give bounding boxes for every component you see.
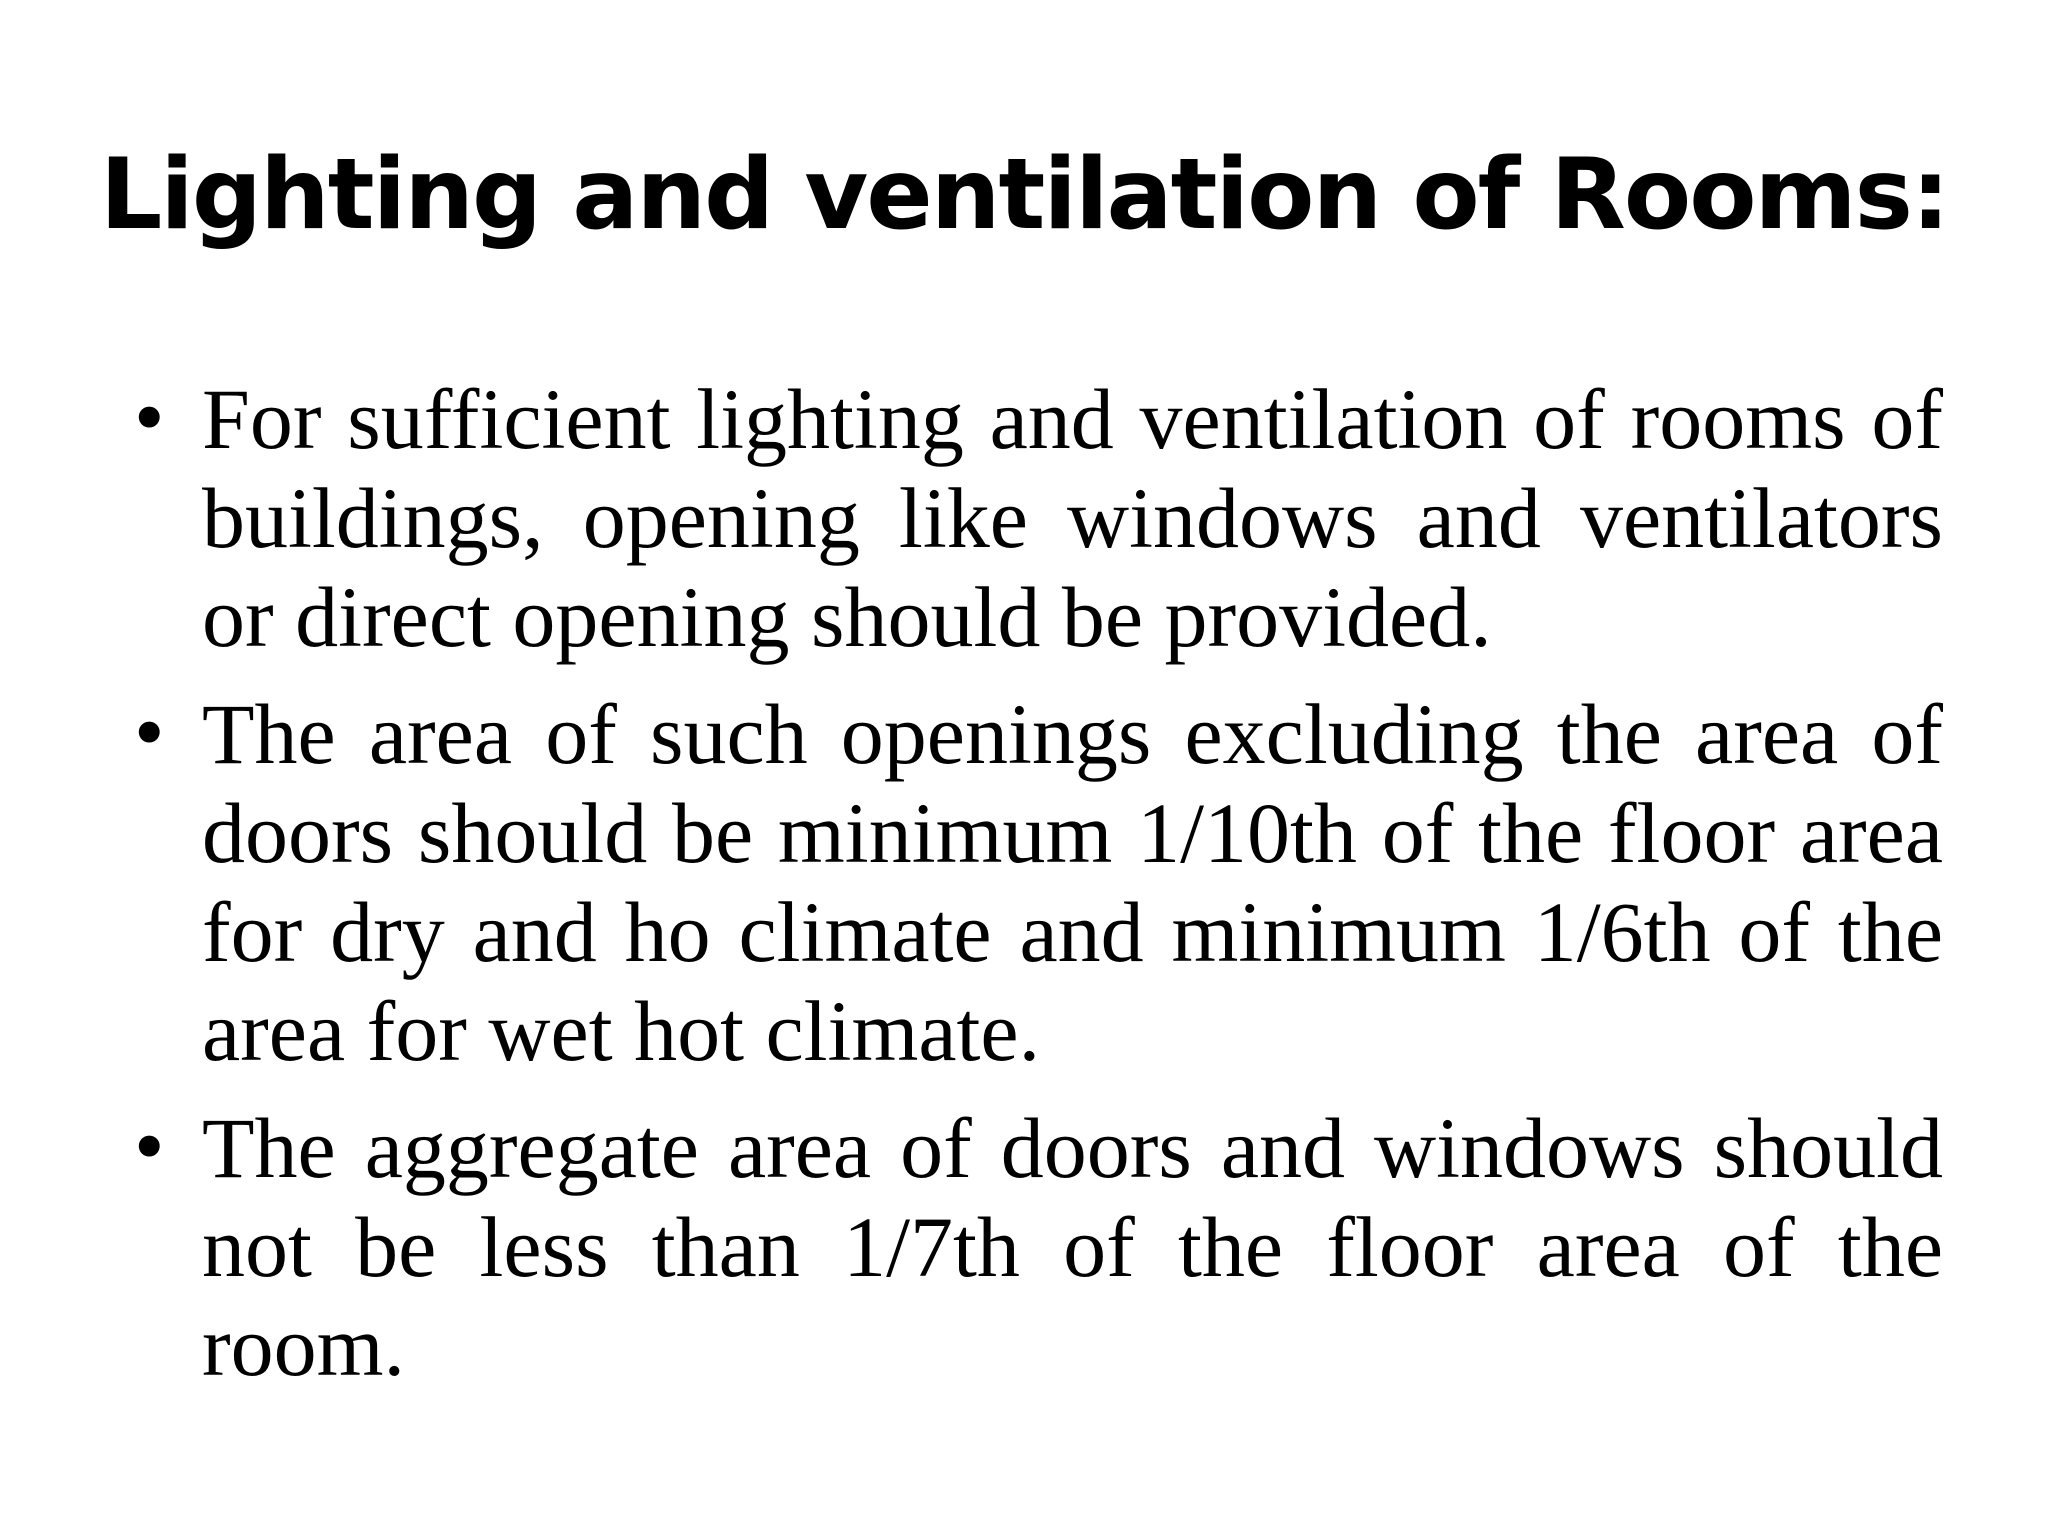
bullet-item <box>128 370 1943 667</box>
bullet-text: The aggregate area of doors and windows should not be less than 1/7th of the floor area of the room. <box>202 1100 1943 1394</box>
bullet-item <box>128 1099 1943 1396</box>
bullet-icon: • <box>128 377 171 461</box>
bullet-text: For sufficient lighting and ventilation of rooms of buildings, opening like windows and ventilators or direct opening should be provided. <box>202 371 1943 665</box>
bullet-icon: • <box>128 1106 171 1190</box>
slide-title: Lighting and ventilation of Rooms: <box>99 138 1949 252</box>
bullet-item <box>128 685 1943 1081</box>
bullet-list <box>128 370 1943 1396</box>
bullet-text: The area of such openings excluding the area of doors should be minimum 1/10th of the floor area for dry and ho climate and minimum 1/6th of the area for wet hot climate. <box>202 686 1943 1079</box>
bullet-icon: • <box>128 692 171 776</box>
